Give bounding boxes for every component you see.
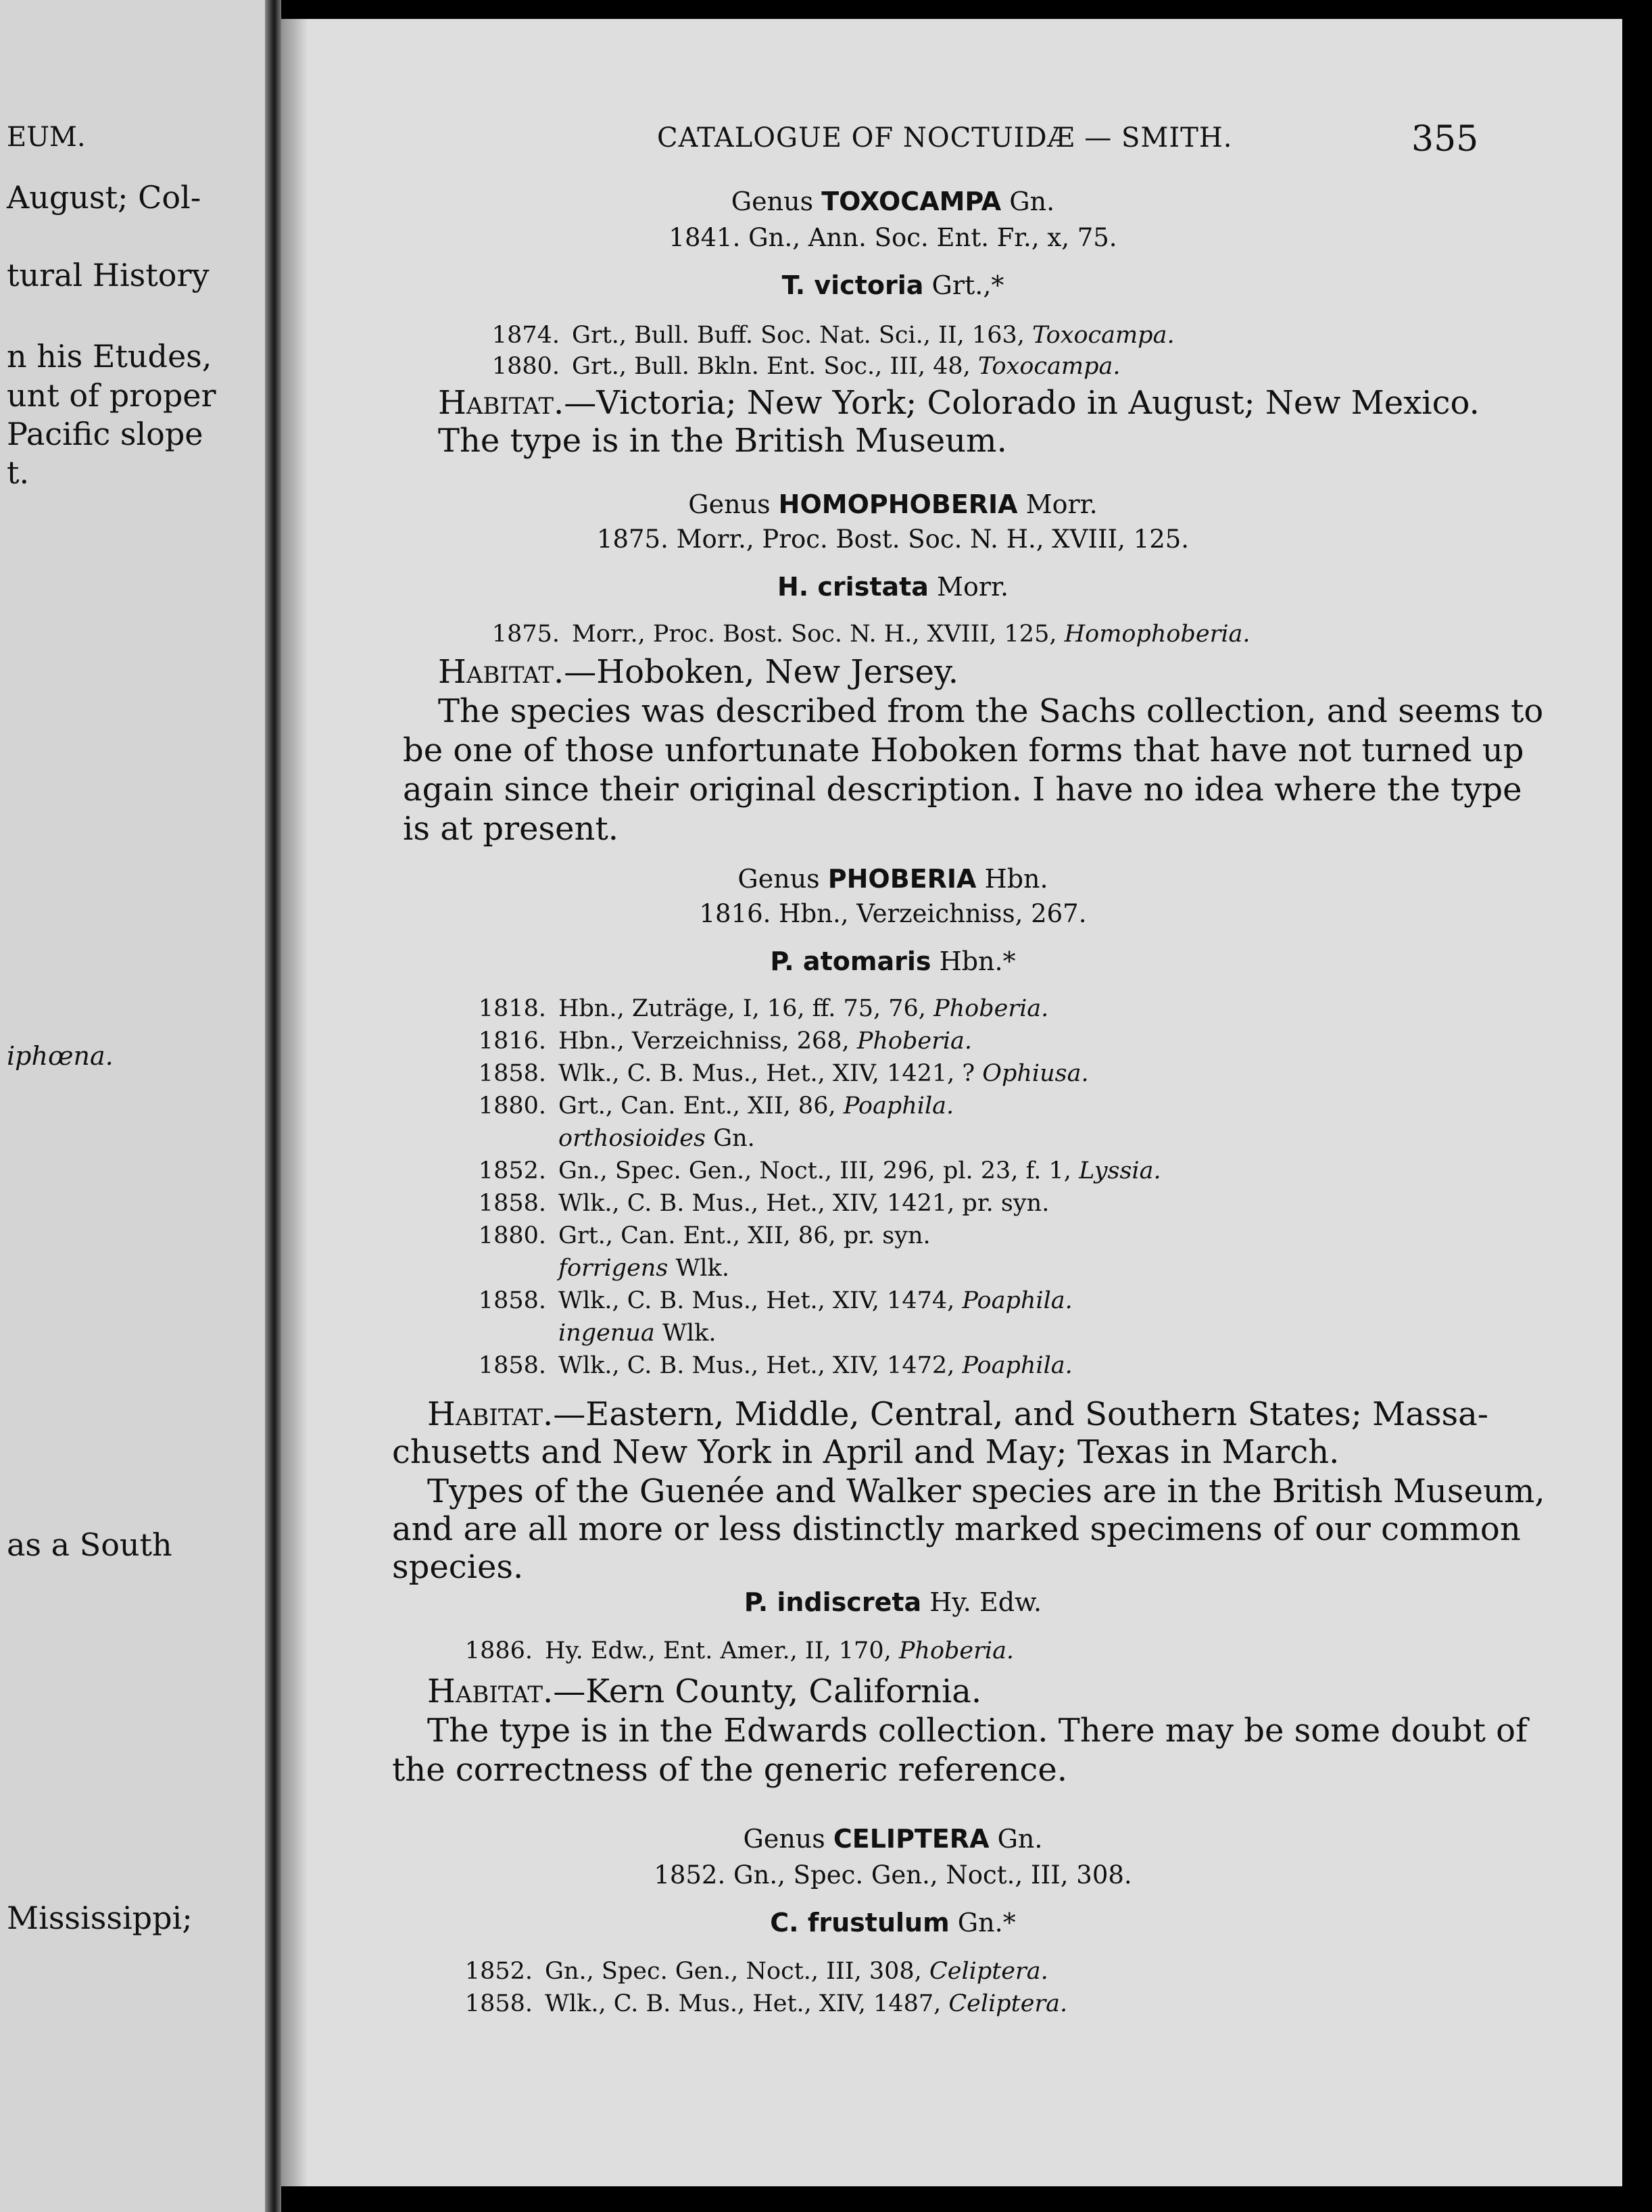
species-heading: H. cristata Morr. — [777, 572, 1009, 602]
synonym-line: forrigens Wlk. — [558, 1255, 729, 1282]
genus-heading: Genus PHOBERIA Hbn. — [737, 864, 1048, 894]
page-number: 355 — [1411, 119, 1479, 160]
note-line: species. — [392, 1548, 524, 1586]
note-line: The type is in the British Museum. — [438, 422, 1007, 460]
note-line: is at present. — [403, 810, 618, 848]
reference-line: 1875. Morr., Proc. Bost. Soc. N. H., XVIII, 125, Homophoberia. — [491, 621, 1250, 648]
left-running-header: EUM. — [7, 122, 86, 153]
left-line: n his Etudes, — [7, 338, 212, 375]
left-line: unt of proper — [7, 377, 216, 414]
genus-heading: Genus HOMOPHOBERIA Morr. — [688, 489, 1098, 519]
left-line: Pacific slope — [7, 416, 203, 452]
right-page — [281, 19, 1622, 2186]
reference-line: 1858. Wlk., C. B. Mus., Het., XIV, 1487, Celiptera. — [464, 1990, 1068, 2017]
species-heading: T. victoria Grt.,* — [781, 270, 1004, 300]
reference-line: 1880. Grt., Bull. Bkln. Ent. Soc., III, 48, Toxocampa. — [491, 353, 1121, 380]
genus-citation: 1875. Morr., Proc. Bost. Soc. N. H., XVIII, 125. — [596, 525, 1190, 554]
note-line: the correctness of the generic reference. — [392, 1751, 1067, 1789]
synonym-line: orthosioides Gn. — [558, 1125, 755, 1152]
genus-heading: Genus TOXOCAMPA Gn. — [731, 187, 1055, 216]
note-line: be one of those unfortunate Hoboken forms that have not turned up — [403, 731, 1524, 769]
left-line: tural History — [7, 257, 210, 293]
running-title: CATALOGUE OF NOCTUIDÆ — SMITH. — [657, 122, 1233, 153]
note-line: The type is in the Edwards collection. There may be some doubt of — [427, 1712, 1528, 1750]
left-page-fragment — [0, 0, 265, 2212]
note-line: and are all more or less distinctly marked specimens of our common — [392, 1510, 1521, 1548]
left-line: t. — [7, 454, 30, 491]
synonym-line: ingenua Wlk. — [558, 1320, 716, 1347]
left-line: as a South — [7, 1526, 172, 1563]
reference-line: 1880. Grt., Can. Ent., XII, 86, Poaphila. — [478, 1092, 954, 1120]
reference-line: 1874. Grt., Bull. Buff. Soc. Nat. Sci., II, 163, Toxocampa. — [491, 322, 1175, 349]
species-heading: P. indiscreta Hy. Edw. — [744, 1587, 1042, 1617]
habitat-line: Habitat.—Kern County, California. — [427, 1673, 982, 1710]
genus-citation: 1816. Hbn., Verzeichniss, 267. — [699, 899, 1087, 928]
left-line: iphœna. — [7, 1041, 114, 1071]
reference-line: 1852. Gn., Spec. Gen., Noct., III, 308, Celiptera. — [464, 1958, 1048, 1985]
habitat-line: Habitat.—Eastern, Middle, Central, and Southern States; Massa- — [427, 1395, 1488, 1433]
reference-line: 1858. Wlk., C. B. Mus., Het., XIV, 1474, Poaphila. — [478, 1287, 1073, 1314]
habitat-line: Habitat.—Hoboken, New Jersey. — [438, 653, 958, 691]
reference-line: 1858. Wlk., C. B. Mus., Het., XIV, 1421, pr. syn. — [478, 1190, 1050, 1217]
genus-heading: Genus CELIPTERA Gn. — [743, 1824, 1043, 1854]
book-gutter — [265, 0, 281, 2212]
genus-citation: 1841. Gn., Ann. Soc. Ent. Fr., x, 75. — [669, 223, 1117, 252]
habitat-line: Habitat.—Victoria; New York; Colorado in August; New Mexico. — [438, 384, 1480, 422]
species-heading: C. frustulum Gn.* — [770, 1908, 1016, 1938]
species-heading: P. atomaris Hbn.* — [770, 946, 1016, 976]
note-line: again since their original description. I have no idea where the type — [403, 771, 1522, 809]
reference-line: 1886. Hy. Edw., Ent. Amer., II, 170, Phoberia. — [464, 1637, 1015, 1664]
reference-line: 1816. Hbn., Verzeichniss, 268, Phoberia. — [478, 1028, 973, 1055]
note-line: The species was described from the Sachs collection, and seems to — [438, 692, 1544, 730]
note-line: Types of the Guenée and Walker species are in the British Museum, — [427, 1472, 1545, 1510]
reference-line: 1858. Wlk., C. B. Mus., Het., XIV, 1421, ? Ophiusa. — [478, 1060, 1089, 1087]
left-line: August; Col- — [7, 179, 201, 216]
genus-citation: 1852. Gn., Spec. Gen., Noct., III, 308. — [654, 1860, 1132, 1890]
reference-line: 1852. Gn., Spec. Gen., Noct., III, 296, pl. 23, f. 1, Lyssia. — [478, 1157, 1161, 1184]
reference-line: 1880. Grt., Can. Ent., XII, 86, pr. syn. — [478, 1222, 931, 1249]
habitat-line: chusetts and New York in April and May; Texas in March. — [392, 1433, 1340, 1471]
reference-line: 1818. Hbn., Zuträge, I, 16, ff. 75, 76, Phoberia. — [478, 995, 1049, 1022]
reference-line: 1858. Wlk., C. B. Mus., Het., XIV, 1472, Poaphila. — [478, 1352, 1073, 1379]
left-line: Mississippi; — [7, 1900, 193, 1936]
